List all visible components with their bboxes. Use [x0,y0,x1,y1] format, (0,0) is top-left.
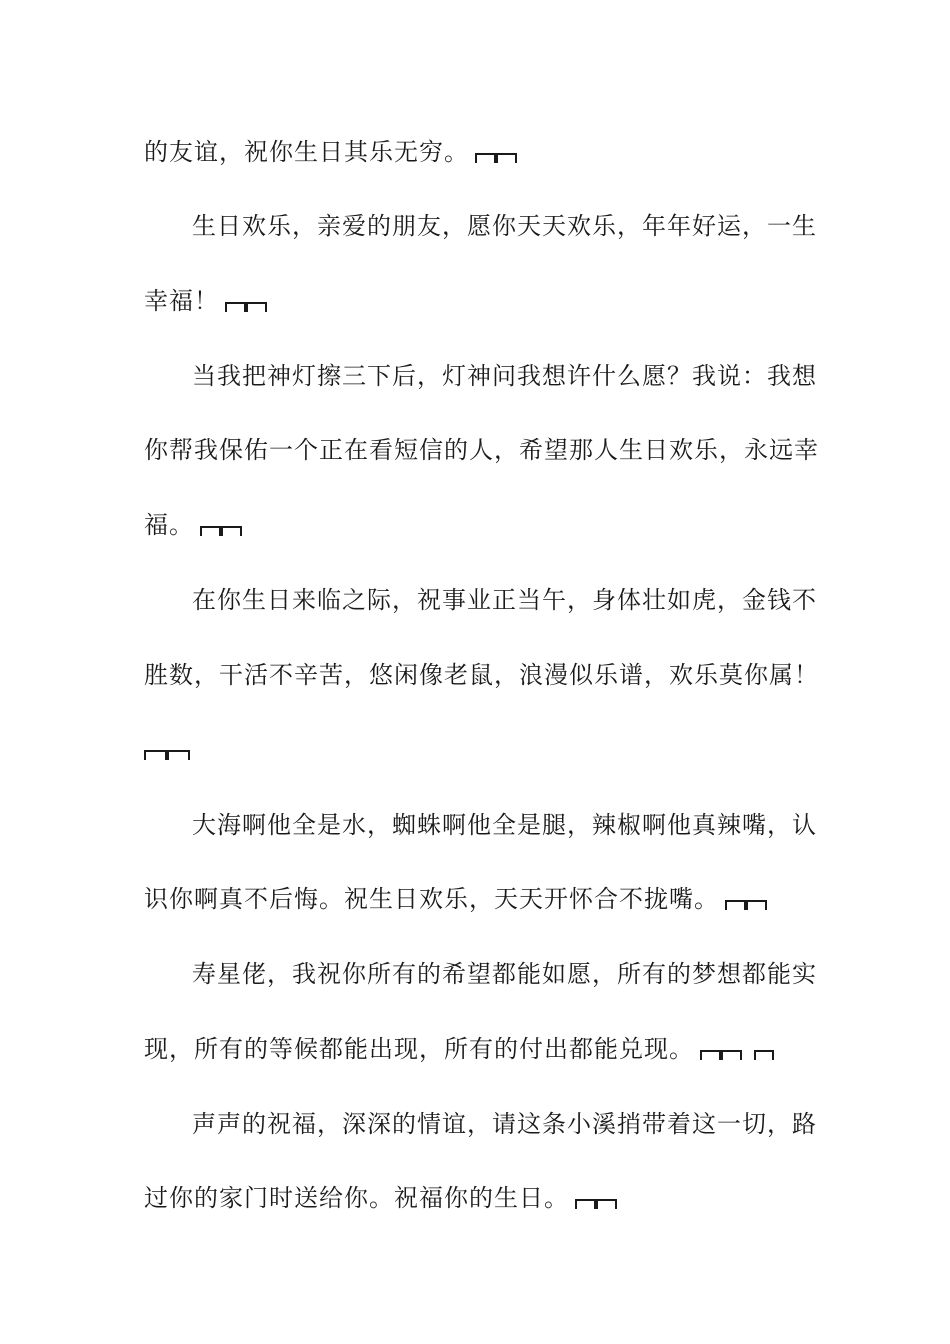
line-text: 声声的祝福，深深的情谊，请这条小溪捎带着这一切，路 [192,1110,817,1138]
line-text: 大海啊他全是水，蜘蛛啊他全是腿，辣椒啊他真辣嘴，认 [192,811,817,839]
line-text: 寿星佬，我祝你所有的希望都能如愿，所有的梦想都能实 [192,960,817,988]
bracket-mark-icon [225,299,267,313]
text-line [192,211,817,241]
line-text: 在你生日来临之际，祝事业正当午，身体壮如虎，金钱不 [192,586,817,614]
bracket-mark-icon [575,1196,617,1210]
line-text: 胜数，干活不辛苦，悠闲像老鼠，浪漫似乐谱，欢乐莫你属！ [144,661,819,689]
text-line [144,884,767,914]
line-text: 幸福！ [144,287,219,315]
text-line [144,1034,774,1064]
text-line [192,959,817,989]
text-line [144,435,819,465]
line-text: 识你啊真不后悔。祝生日欢乐，天天开怀合不拢嘴。 [144,885,719,913]
bracket-mark-icon [144,747,190,761]
bracket-mark-icon [725,897,767,911]
bracket-mark-icon [200,523,242,537]
bracket-mark-icon [475,150,517,164]
line-text: 现，所有的等候都能出现，所有的付出都能兑现。 [144,1035,694,1063]
line-text: 你帮我保佑一个正在看短信的人，希望那人生日欢乐，永远幸 [144,436,819,464]
text-line [144,1183,617,1213]
text-line [192,1109,817,1139]
text-line [144,137,517,167]
line-text: 福。 [144,511,194,539]
text-line [144,286,267,316]
line-text: 生日欢乐，亲爱的朋友，愿你天天欢乐，年年好运，一生 [192,212,817,240]
text-line [192,585,817,615]
text-line [144,660,819,690]
line-text: 当我把神灯擦三下后，灯神问我想许什么愿？我说：我想 [192,362,817,390]
text-line [192,810,817,840]
bracket-mark-icon [700,1047,742,1061]
line-text: 过你的家门时送给你。祝福你的生日。 [144,1184,569,1212]
text-line [192,361,817,391]
bracket-mark-icon [754,1047,774,1061]
line-text: 的友谊，祝你生日其乐无穷。 [144,138,469,166]
text-line [144,510,242,540]
